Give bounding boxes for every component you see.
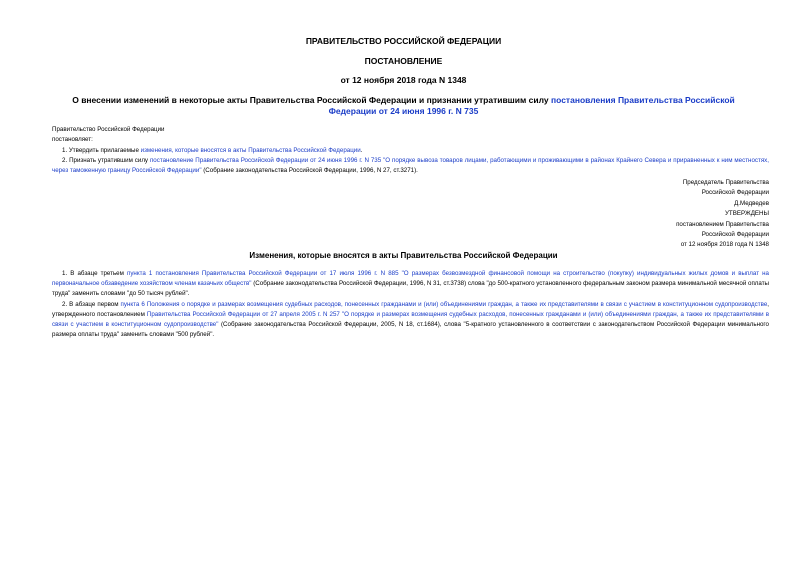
changes-heading: Изменения, которые вносятся в акты Правительства Российской Федерации (249, 251, 558, 260)
signature-line-3: Д.Медведев (734, 199, 769, 207)
intro-item-2 (52, 156, 769, 176)
document-type: ПОСТАНОВЛЕНИЕ (364, 56, 443, 66)
document-title (55, 95, 752, 117)
government-heading: ПРАВИТЕЛЬСТВО РОССИЙСКОЙ ФЕДЕРАЦИИ (305, 36, 502, 46)
approval-line-3: Российской Федерации (701, 231, 769, 239)
p2-link-1[interactable]: пункта 6 Положения о порядке и размерах возмещения судебных расходов, понесенных гражданами и (или) объединениями граждан, а также их представителями в связи с участием в конституционном судопроизводстве (120, 301, 768, 308)
signature-line-2: Российской Федерации (701, 189, 769, 197)
p2-prefix: 2. В абзаце первом (62, 301, 121, 308)
change-paragraph-1 (52, 269, 769, 299)
document-title-link[interactable]: постановления Правительства Российской Федерации от 24 июня 1996 г. N 735 (328, 95, 735, 116)
intro-item-1 (62, 146, 362, 156)
item1-link[interactable]: изменения, которые вносятся в акты Правительства Российской Федерации (140, 147, 361, 154)
signature-block (676, 178, 769, 251)
signature-line-1: Председатель Правительства (682, 179, 769, 186)
p2-suffix: (Собрание законодательства Российской Федерации, 2005, N 18, ст.1684), слова "5-кратного установленного в соответствии с законодательством Российской Федерации минимального размера оплаты труда" заменить словами "500 рублей". (52, 321, 769, 338)
p2-mid: , утвержденного постановлением (52, 301, 769, 318)
p1-suffix: (Собрание законодательства Российской Федерации, 1996, N 31, ст.3738) слова "до 500-кратного установленного федеральным законом размера минимальной месячной оплаты труда" заменить словами "до 50 тысяч рублей". (52, 280, 769, 297)
p1-prefix: 1. В абзаце третьем (62, 270, 127, 277)
p2-link-2[interactable]: Правительства Российской Федерации от 27 апреля 2005 г. N 257 "О порядке и размерах возмещения судебных расходов, понесенных гражданами и (или) объединениями граждан, а также их представителями в связи с участием в конституционном судопроизводстве" (52, 311, 769, 328)
document-title-text: О внесении изменений в некоторые акты Правительства Российской Федерации и признании утратившим силу (72, 95, 551, 105)
approval-line-4: от 12 ноября 2018 года N 1348 (680, 241, 769, 249)
item2-link[interactable]: постановление Правительства Российской Федерации от 24 июня 1996 г. N 735 "О порядке вывоза товаров лицами, работающими и проживающими в районах Крайнего Севера и приравненных к ним местностях, через таможенную границу Российской Федерации" (52, 157, 769, 174)
item2-prefix: 2. Признать утратившим силу (62, 157, 150, 164)
change-paragraph-2 (52, 300, 769, 340)
item1-suffix: . (360, 147, 363, 154)
intro-line-1: Правительство Российской Федерации (52, 126, 165, 133)
item2-suffix: (Собрание законодательства Российской Федерации, 1996, N 27, ст.3271). (201, 167, 418, 174)
p1-link[interactable]: пункта 1 постановления Правительства Российской Федерации от 17 июля 1996 г. N 885 "О размерах безвозмездной финансовой помощи на строительство (покупку) индивидуальных жилых домов и выплат на первоначальное обзаведение хозяйством членам казачьих обществ" (52, 270, 769, 287)
approval-line-2: постановлением Правительства (676, 220, 769, 228)
approval-line-1: УТВЕРЖДЕНЫ (725, 210, 769, 218)
item1-prefix: 1. Утвердить прилагаемые (62, 147, 141, 154)
document-date: от 12 ноября 2018 года N 1348 (340, 75, 467, 85)
intro-line-2: постановляет: (52, 136, 93, 143)
